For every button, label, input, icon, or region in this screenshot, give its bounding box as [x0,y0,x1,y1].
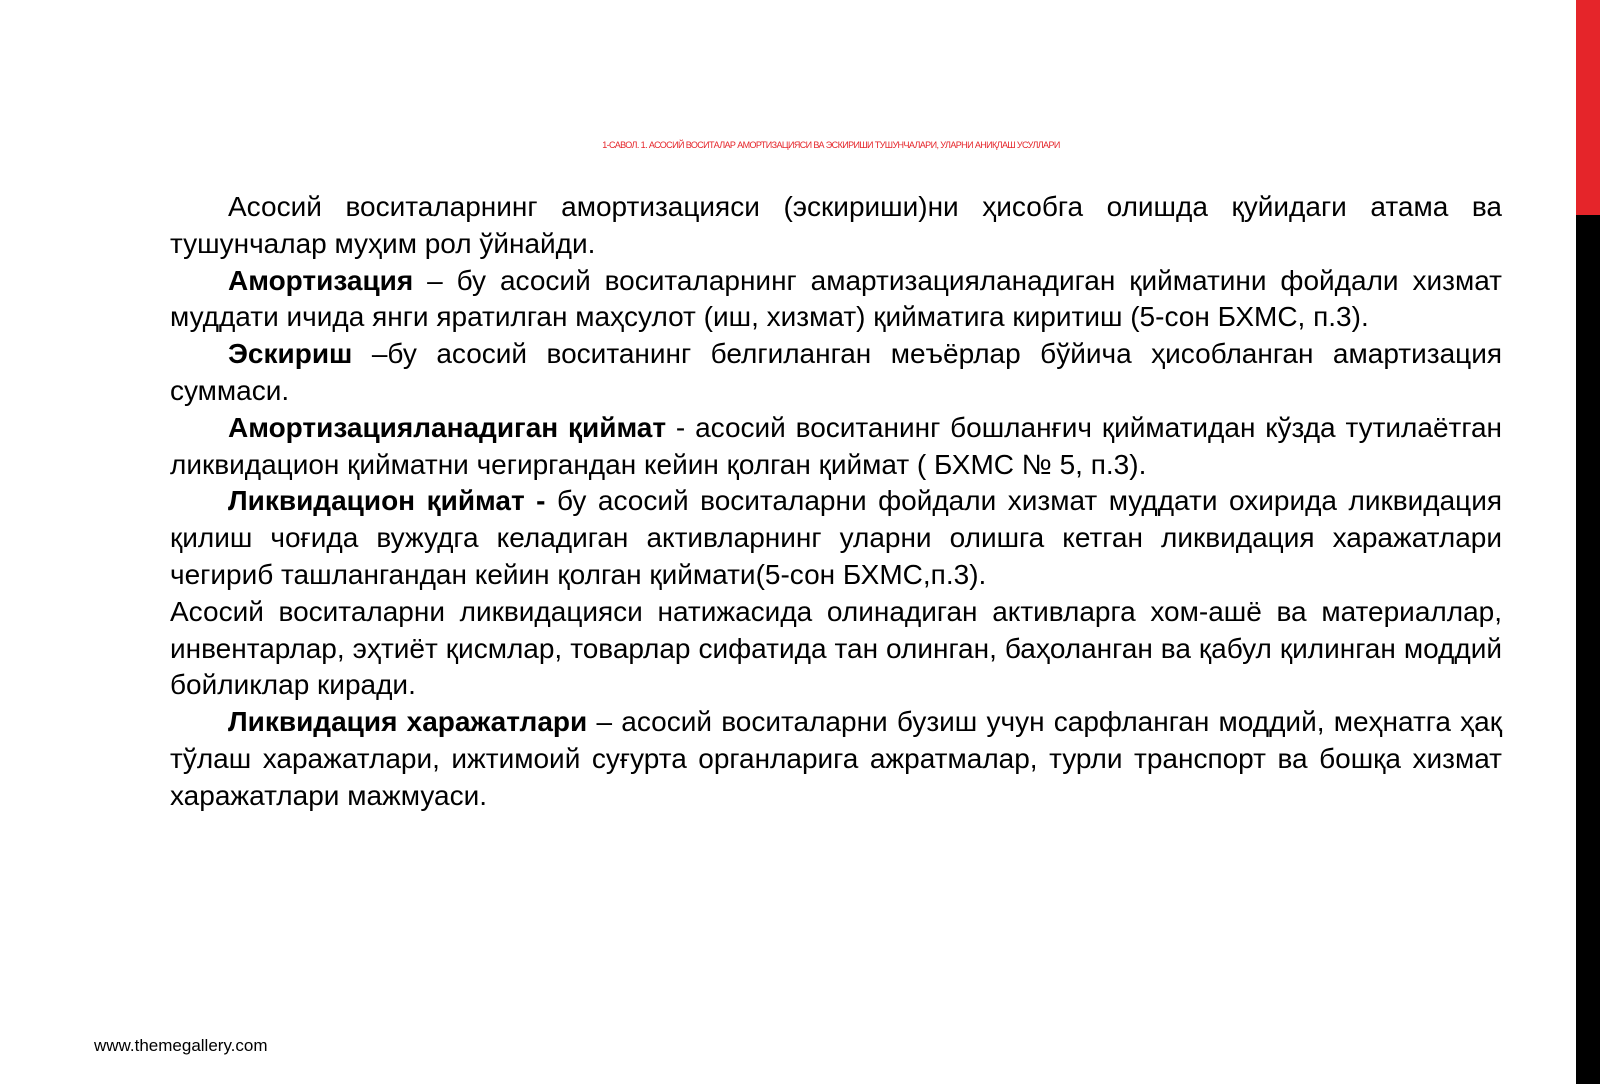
definition-text: – бу асосий воситаларнинг амартизацияланадиган қийматини фойдали хизмат муддати ичида янги яратилган маҳсулот (иш, хизмат) қийматига киритиш (5-сон БХМС, п.3). [170,264,1502,333]
side-accent-red-segment [1576,0,1600,215]
definition-text: бу асосий воситаларни фойдали хизмат муддати охирида ликвидация қилиш чоғида вужудга келадиган активларнинг уларни олишга кетган ликвидация харажатлари чегириб ташлангандан кейин қолган қиймати(5-сон БХМС,п.3). [170,485,1502,590]
definition-text: – асосий воситаларни бузиш учун сарфланган моддий, меҳнатга ҳақ тўлаш харажатлари, ижтимоий суғурта органларига ажратмалар, турли транспорт ва бошқа хизмат харажатлари мажмуаси. [170,706,1502,811]
side-accent-bar [1576,0,1600,1084]
intro-paragraph [170,189,1502,263]
definition-text: –бу асосий воситанинг белгиланган меъёрлар бўйича ҳисобланган амартизация суммаси. [170,338,1502,406]
definition-wear [170,336,1502,410]
footer-website-url: www.themegallery.com [94,1036,268,1055]
definition-term: Ликвидацион қиймат - [228,485,546,517]
definition-liquidation-value [170,483,1502,593]
slide-body [170,189,1502,815]
definition-term: Эскириш [228,338,353,370]
slide-title: 1-САВОЛ. 1. АСОСИЙ ВОСИТАЛАР АМОРТИЗАЦИЯСИ ВА ЭСКИРИШИ ТУШУНЧАЛАРИ, УЛАРНИ АНИҚЛАШ УСУЛЛАРИ [602,140,1060,150]
liquidation-note-text: Асосий воситаларни ликвидацияси натижасида олинадиган активларга хом-ашё ва материаллар, инвентарлар, эҳтиёт қисмлар, товарлар сифатида тан олинган, баҳоланган ва қабул қилинган моддий бойликлар киради. [170,595,1502,701]
definition-term: Амортизацияланадиган қиймат [228,411,667,443]
liquidation-note-paragraph [170,594,1502,704]
definition-term: Ликвидация харажатлари [228,706,588,738]
intro-text: Асосий воситаларнинг амортизацияси (эскириши)ни ҳисобга олишда қуйидаги атама ва тушунчалар муҳим рол ўйнайди. [170,191,1502,259]
definition-amortization [170,263,1502,337]
definition-liquidation-costs [170,704,1502,814]
definition-text: - асосий воситанинг бошланғич қийматидан кўзда тутилаётган ликвидацион қийматни чегиргандан кейин қолган қиймат ( БХМС № 5, п.3). [170,411,1502,480]
definition-term: Амортизация [228,264,414,296]
definition-depreciable-value [170,410,1502,484]
